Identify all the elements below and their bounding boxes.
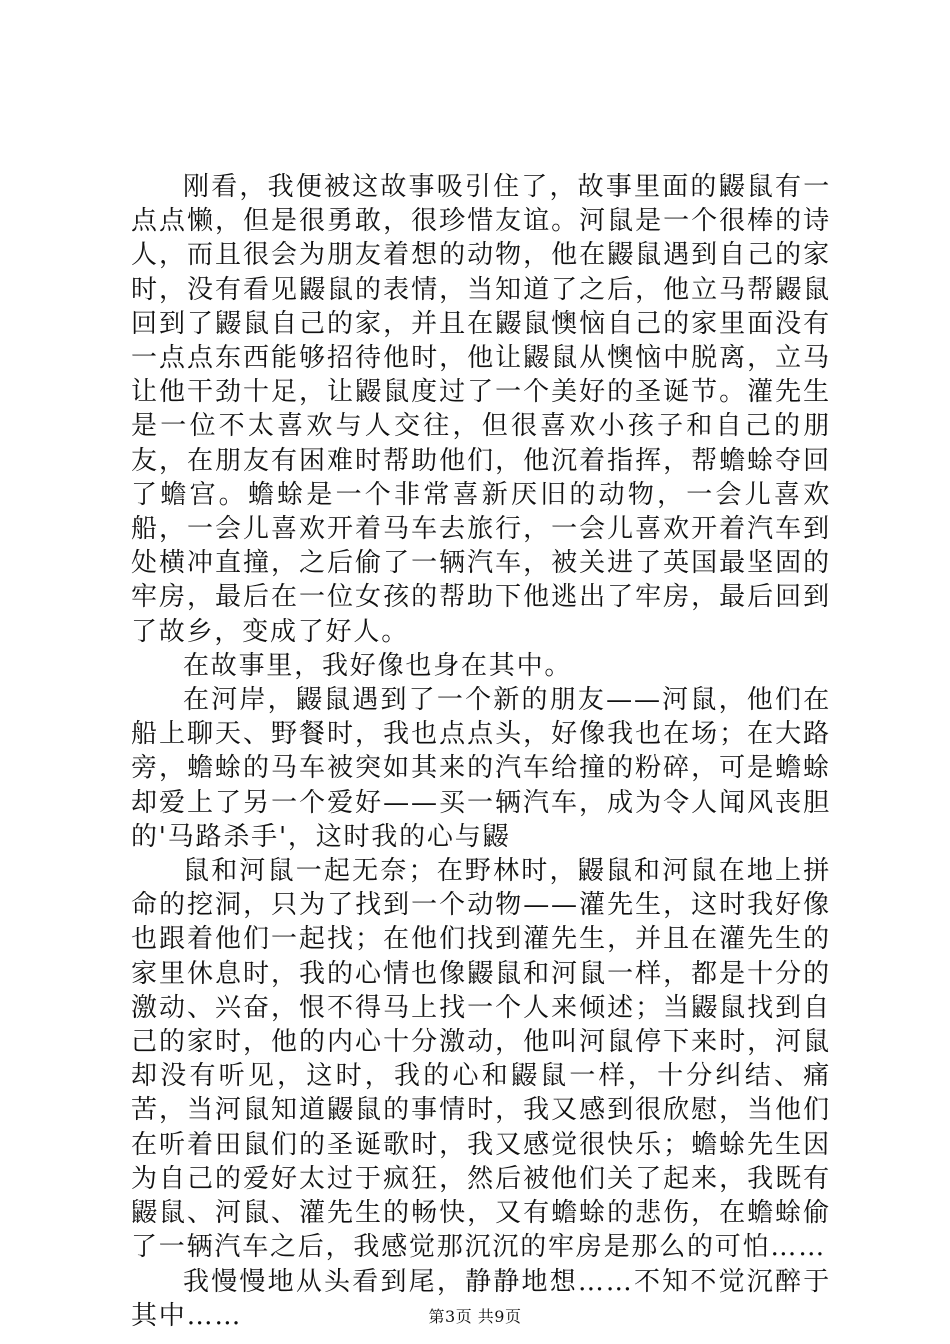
document-body — [131, 170, 831, 1333]
paragraph-3: 在河岸，鼹鼠遇到了一个新的朋友——河鼠，他们在船上聊天、野餐时，我也点点头，好像我也在场；在大路旁，蟾蜍的马车被突如其来的汽车给撞的粉碎，可是蟾蜍却爱上了另一个爱好——买一辆汽车，成为令人闻风丧胆的'马路杀手'，这时我的心与鼹 — [131, 685, 831, 852]
page-number-footer: 第3页 共9页 — [428, 1307, 522, 1326]
paragraph-2: 在故事里，我好像也身在其中。 — [183, 650, 573, 681]
paragraph-5: 我慢慢地从头看到尾，静静地想……不知不觉沉醉于其中…… — [131, 1266, 831, 1331]
paragraph-4: 鼠和河鼠一起无奈；在野林时，鼹鼠和河鼠在地上拼命的挖洞，只为了找到一个动物——灌先生，这时我好像也跟着他们一起找；在他们找到灌先生，并且在灌先生的家里休息时，我的心情也像鼹鼠和河鼠一样，都是十分的激动、兴奋，恨不得马上找一个人来倾述；当鼹鼠找到自己的家时，他的内心十分激动，他叫河鼠停下来时，河鼠却没有听见，这时，我的心和鼹鼠一样，十分纠结、痛苦，当河鼠知道鼹鼠的事情时，我又感到很欣慰，当他们在听着田鼠们的圣诞歌时，我又感觉很快乐；蟾蜍先生因为自己的爱好太过于疯狂，然后被他们关了起来，我既有鼹鼠、河鼠、灌先生的畅快，又有蟾蜍的悲伤，在蟾蜍偷了一辆汽车之后，我感觉那沉沉的牢房是那么的可怕…… — [131, 856, 831, 1263]
paragraph-1: 刚看，我便被这故事吸引住了，故事里面的鼹鼠有一点点懒，但是很勇敢，很珍惜友谊。河鼠是一个很棒的诗人，而且很会为朋友着想的动物，他在鼹鼠遇到自己的家时，没有看见鼹鼠的表情，当知道了之后，他立马帮鼹鼠回到了鼹鼠自己的家，并且在鼹鼠懊恼自己的家里面没有一点点东西能够招待他时，他让鼹鼠从懊恼中脱离，立马让他干劲十足，让鼹鼠度过了一个美好的圣诞节。灌先生是一位不太喜欢与人交往，但很喜欢小孩子和自己的朋友，在朋友有困难时帮助他们，他沉着指挥，帮蟾蜍夺回了蟾宫。蟾蜍是一个非常喜新厌旧的动物，一会儿喜欢船，一会儿喜欢开着马车去旅行，一会儿喜欢开着汽车到处横冲直撞，之后偷了一辆汽车，被关进了英国最坚固的牢房，最后在一位女孩的帮助下他逃出了牢房，最后回到了故乡，变成了好人。 — [131, 172, 831, 647]
